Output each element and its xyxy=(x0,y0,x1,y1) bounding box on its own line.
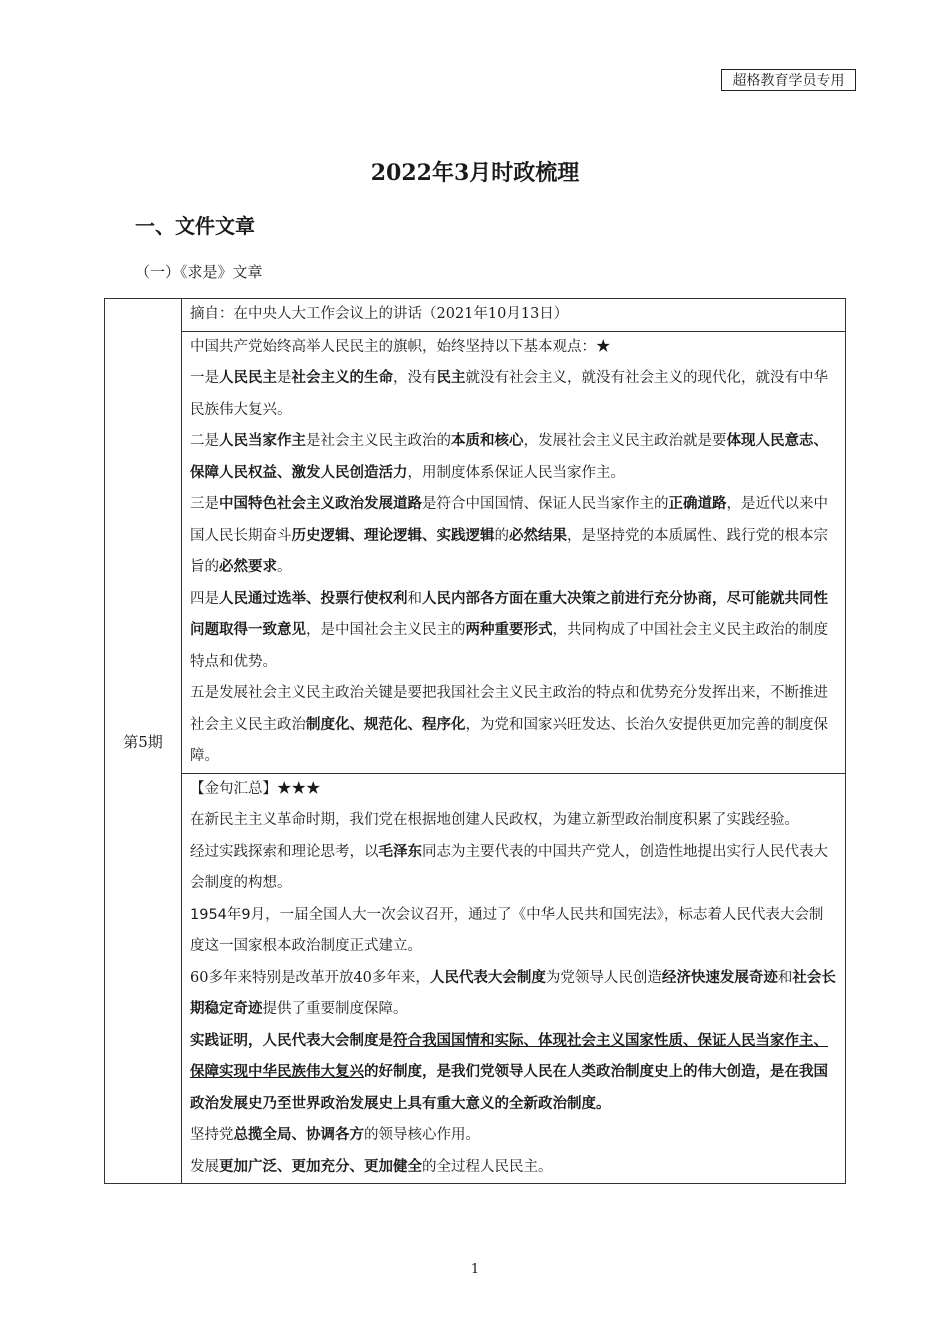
page-number: 1 xyxy=(470,1262,480,1277)
subsection-heading: （一）《求是》文章 xyxy=(135,263,263,281)
point-5: 五是发展社会主义民主政治关键是要把我国社会主义民主政治的特点和优势充分发挥出来，不断推进社会主义民主政治制度化、规范化、程序化，为党和国家兴旺发达、长治久安提供更加完善的制度保障。 xyxy=(190,685,828,764)
quotes-cell xyxy=(182,773,846,1184)
point-1: 一是人民民主是社会主义的生命，没有民主就没有社会主义，就没有社会主义的现代化，就没有中华民族伟大复兴。 xyxy=(190,370,828,418)
point-4: 四是人民通过选举、投票行使权利和人民内部各方面在重大决策之前进行充分协商，尽可能就共同性问题取得一致意见，是中国社会主义民主的两种重要形式，共同构成了中国社会主义民主政治的制度特点和优势。 xyxy=(190,590,828,670)
point-2: 二是人民当家作主是社会主义民主政治的本质和核心，发展社会主义民主政治就是要体现人民意志、保障人民权益、激发人民创造活力，用制度体系保证人民当家作主。 xyxy=(190,433,828,481)
page-title: 2022年3月时政梳理 xyxy=(370,160,580,186)
point-3: 三是中国特色社会主义政治发展道路是符合中国国情、保证人民当家作主的正确道路，是近代以来中国人民长期奋斗历史逻辑、理论逻辑、实践逻辑的必然结果，是坚持党的本质属性、践行党的根本宗旨的必然要求。 xyxy=(190,496,828,575)
section-heading: 一、文件文章 xyxy=(135,214,255,238)
points-cell xyxy=(182,331,846,773)
quote-5: 实践证明，人民代表大会制度是符合我国国情和实际、体现社会主义国家性质、保证人民当家作主、保障实现中华民族伟大复兴的好制度，是我们党领导人民在人类政治制度史上的伟大创造，是在我国政治发展史乃至世界政治发展史上具有重大意义的全新政治制度。 xyxy=(190,1032,828,1112)
quotes-title: 【金句汇总】★★★ xyxy=(190,780,321,797)
source-cell xyxy=(182,299,846,332)
watermark-badge: 超格教育学员专用 xyxy=(721,69,856,91)
source-line: 摘自：在中央人大工作会议上的讲话（2021年10月13日） xyxy=(190,306,569,322)
issue-label: 第5期 xyxy=(105,299,182,1184)
quote-1: 在新民主主义革命时期，我们党在根据地创建人民政权，为建立新型政治制度积累了实践经验。 xyxy=(190,812,799,828)
quote-4: 60多年来特别是改革开放40多年来，人民代表大会制度为党领导人民创造经济快速发展奇迹和社会长期稳定奇迹提供了重要制度保障。 xyxy=(190,969,836,1017)
quote-6: 坚持党总揽全局、协调各方的领导核心作用。 xyxy=(190,1127,480,1143)
quote-7: 发展更加广泛、更加充分、更加健全的全过程人民民主。 xyxy=(190,1158,553,1175)
quote-2: 经过实践探索和理论思考，以毛泽东同志为主要代表的中国共产党人，创造性地提出实行人民代表大会制度的构想。 xyxy=(190,843,828,891)
article-table xyxy=(104,298,846,1184)
points-intro: 中国共产党始终高举人民民主的旗帜，始终坚持以下基本观点：★ xyxy=(190,338,611,355)
quote-3: 1954年9月，一届全国人大一次会议召开，通过了《中华人民共和国宪法》，标志着人民代表大会制度这一国家根本政治制度正式建立。 xyxy=(190,906,824,954)
